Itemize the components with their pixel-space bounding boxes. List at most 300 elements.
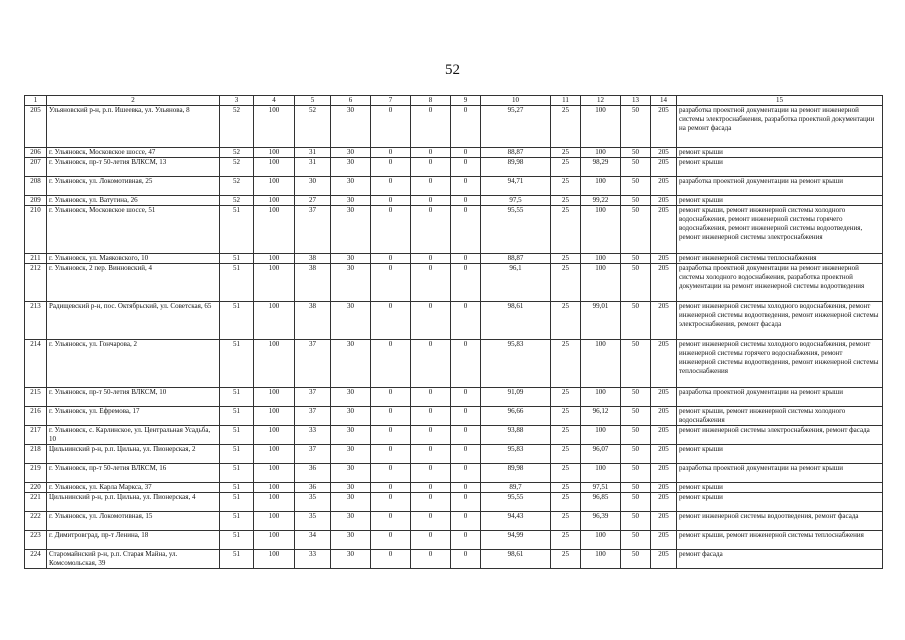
table-cell: 30 xyxy=(331,464,371,483)
table-cell: 0 xyxy=(451,426,481,445)
table-cell: 50 xyxy=(621,550,651,569)
table-cell: 89,98 xyxy=(481,464,551,483)
table-cell: 94,71 xyxy=(481,177,551,196)
table-cell: 205 xyxy=(651,493,677,512)
table-cell: 99,22 xyxy=(581,196,621,206)
table-cell: 52 xyxy=(220,106,254,148)
table-row xyxy=(25,407,883,426)
table-cell: 100 xyxy=(254,445,295,464)
table-cell: 0 xyxy=(371,550,411,569)
table-row xyxy=(25,254,883,264)
table-cell: 100 xyxy=(254,254,295,264)
table-cell: 0 xyxy=(371,464,411,483)
table-cell: 96,39 xyxy=(581,512,621,531)
table-cell: 0 xyxy=(451,550,481,569)
table-cell: 0 xyxy=(411,550,451,569)
table-cell: г. Ульяновск, пр-т 50-летия ВЛКСМ, 10 xyxy=(47,388,220,407)
table-cell: 0 xyxy=(411,206,451,254)
table-cell: 30 xyxy=(331,254,371,264)
table-cell: 30 xyxy=(331,264,371,302)
table-cell: 38 xyxy=(295,302,331,340)
table-row xyxy=(25,483,883,493)
table-cell: 100 xyxy=(254,493,295,512)
table-cell: 0 xyxy=(371,254,411,264)
table-cell: 217 xyxy=(25,426,47,445)
table-cell: 30 xyxy=(331,177,371,196)
table-cell: 0 xyxy=(371,302,411,340)
table-cell: 219 xyxy=(25,464,47,483)
table-cell: ремонт крыши xyxy=(677,483,883,493)
table-cell: 0 xyxy=(451,340,481,388)
table-cell: 36 xyxy=(295,464,331,483)
table-cell: 30 xyxy=(331,388,371,407)
table-cell: 205 xyxy=(651,512,677,531)
table-cell: 25 xyxy=(551,158,581,177)
table-cell: 0 xyxy=(411,158,451,177)
table-cell: 30 xyxy=(295,177,331,196)
table-cell: 205 xyxy=(651,445,677,464)
table-cell: 100 xyxy=(581,464,621,483)
table-row xyxy=(25,531,883,550)
table-cell: г. Ульяновск, 2 пер. Винновский, 4 xyxy=(47,264,220,302)
table-cell: 30 xyxy=(331,493,371,512)
table-cell: 205 xyxy=(651,426,677,445)
table-row xyxy=(25,445,883,464)
table-cell: 0 xyxy=(451,206,481,254)
table-cell: 205 xyxy=(651,302,677,340)
table-cell: 52 xyxy=(220,196,254,206)
table-cell: г. Ульяновск, ул. Локомотивная, 15 xyxy=(47,512,220,531)
header-cell: 15 xyxy=(677,96,883,106)
table-cell: 30 xyxy=(331,445,371,464)
table-cell: г. Ульяновск, с. Карлинское, ул. Центральная Усадьба, 10 xyxy=(47,426,220,445)
table-row xyxy=(25,512,883,531)
table-cell: 220 xyxy=(25,483,47,493)
table-cell: 50 xyxy=(621,464,651,483)
table-cell: ремонт крыши, ремонт инженерной системы теплоснабжения xyxy=(677,531,883,550)
table-cell: 25 xyxy=(551,483,581,493)
table-cell: ремонт инженерной системы водоотведения, ремонт фасада xyxy=(677,512,883,531)
table-cell: 222 xyxy=(25,512,47,531)
table-cell: 50 xyxy=(621,264,651,302)
table-cell: 51 xyxy=(220,531,254,550)
table-cell: 50 xyxy=(621,148,651,158)
table-cell: 50 xyxy=(621,206,651,254)
table-cell: 100 xyxy=(581,550,621,569)
table-cell: 51 xyxy=(220,264,254,302)
table-cell: ремонт фасада xyxy=(677,550,883,569)
table-cell: разработка проектной документации на ремонт крыши xyxy=(677,177,883,196)
table-cell: 50 xyxy=(621,512,651,531)
table-cell: 51 xyxy=(220,206,254,254)
table-cell: 51 xyxy=(220,483,254,493)
table-cell: 212 xyxy=(25,264,47,302)
table-cell: 89,7 xyxy=(481,483,551,493)
table-cell: 96,07 xyxy=(581,445,621,464)
table-cell: 100 xyxy=(254,340,295,388)
table-cell: ремонт крыши, ремонт инженерной системы холодного водоснабжения, ремонт инженерной системы горячего водоснабжения, ремонт инженерной системы водоотведения, ремонт инженерной системы электроснабжения xyxy=(677,206,883,254)
table-cell: ремонт инженерной системы теплоснабжения xyxy=(677,254,883,264)
table-cell: 206 xyxy=(25,148,47,158)
table-cell: 95,83 xyxy=(481,445,551,464)
table-cell: 100 xyxy=(254,388,295,407)
table-row xyxy=(25,264,883,302)
table-cell: Радищевский р-н, пос. Октябрьский, ул. Советская, 65 xyxy=(47,302,220,340)
table-cell: 100 xyxy=(581,148,621,158)
table-cell: 50 xyxy=(621,196,651,206)
table-cell: 0 xyxy=(411,483,451,493)
table-cell: 218 xyxy=(25,445,47,464)
table-cell: 50 xyxy=(621,340,651,388)
table-cell: 99,01 xyxy=(581,302,621,340)
table-cell: 50 xyxy=(621,445,651,464)
table-cell: 0 xyxy=(371,493,411,512)
table-cell: 25 xyxy=(551,550,581,569)
table-cell: г. Ульяновск, ул. Локомотивная, 25 xyxy=(47,177,220,196)
table-cell: 95,55 xyxy=(481,206,551,254)
table-cell: 25 xyxy=(551,388,581,407)
table-cell: 89,98 xyxy=(481,158,551,177)
table-cell: 30 xyxy=(331,196,371,206)
table-row xyxy=(25,464,883,483)
table-cell: 0 xyxy=(451,148,481,158)
table-cell: г. Ульяновск, пр-т 50-летия ВЛКСМ, 13 xyxy=(47,158,220,177)
table-cell: Цильнинский р-н, р.п. Цильна, ул. Пионерская, 4 xyxy=(47,493,220,512)
table-cell: 30 xyxy=(331,512,371,531)
table-cell: 95,55 xyxy=(481,493,551,512)
table-cell: ремонт крыши xyxy=(677,493,883,512)
table-cell: 88,87 xyxy=(481,254,551,264)
table-cell: 50 xyxy=(621,483,651,493)
table-cell: 30 xyxy=(331,206,371,254)
table-cell: 52 xyxy=(220,177,254,196)
header-cell: 3 xyxy=(220,96,254,106)
table-cell: г. Ульяновск, ул. Карла Маркса, 37 xyxy=(47,483,220,493)
table-cell: 33 xyxy=(295,426,331,445)
table-cell: 100 xyxy=(581,206,621,254)
header-cell: 1 xyxy=(25,96,47,106)
table-cell: 0 xyxy=(451,264,481,302)
table-cell: 30 xyxy=(331,407,371,426)
table-cell: 50 xyxy=(621,531,651,550)
table-cell: 50 xyxy=(621,106,651,148)
table-row xyxy=(25,148,883,158)
table-cell: 100 xyxy=(254,177,295,196)
table-cell: г. Димитровград, пр-т Ленина, 18 xyxy=(47,531,220,550)
table-cell: 0 xyxy=(371,512,411,531)
table-cell: 51 xyxy=(220,493,254,512)
table-cell: 100 xyxy=(581,388,621,407)
table-cell: 0 xyxy=(411,177,451,196)
table-cell: 0 xyxy=(411,445,451,464)
table-cell: 0 xyxy=(451,196,481,206)
table-cell: 37 xyxy=(295,388,331,407)
header-cell: 13 xyxy=(621,96,651,106)
header-cell: 12 xyxy=(581,96,621,106)
table-cell: 96,66 xyxy=(481,407,551,426)
table-cell: 31 xyxy=(295,158,331,177)
table-cell: 88,87 xyxy=(481,148,551,158)
table-cell: разработка проектной документации на ремонт крыши xyxy=(677,464,883,483)
table-cell: 100 xyxy=(581,254,621,264)
header-cell: 4 xyxy=(254,96,295,106)
table-cell: 0 xyxy=(411,531,451,550)
table-cell: 100 xyxy=(254,426,295,445)
table-cell: 221 xyxy=(25,493,47,512)
table-cell: 0 xyxy=(411,407,451,426)
table-cell: Цильнинский р-н, р.п. Цильна, ул. Пионерская, 2 xyxy=(47,445,220,464)
table-cell: 100 xyxy=(254,148,295,158)
table-cell: 91,09 xyxy=(481,388,551,407)
table-cell: 36 xyxy=(295,483,331,493)
table-cell: 0 xyxy=(371,445,411,464)
table-cell: 37 xyxy=(295,206,331,254)
table-cell: 205 xyxy=(651,550,677,569)
table-cell: г. Ульяновск, ул. Маяковского, 10 xyxy=(47,254,220,264)
table-cell: 100 xyxy=(581,340,621,388)
table-cell: 37 xyxy=(295,445,331,464)
table-cell: 214 xyxy=(25,340,47,388)
table-cell: ремонт крыши xyxy=(677,445,883,464)
table-cell: 25 xyxy=(551,407,581,426)
table-cell: 205 xyxy=(651,254,677,264)
table-cell: 0 xyxy=(411,388,451,407)
table-cell: ремонт крыши xyxy=(677,196,883,206)
table-cell: 96,85 xyxy=(581,493,621,512)
table-cell: Старомайнский р-н, р.п. Старая Майна, ул. Комсомольская, 39 xyxy=(47,550,220,569)
table-cell: 51 xyxy=(220,407,254,426)
table-cell: 100 xyxy=(254,512,295,531)
table-cell: 211 xyxy=(25,254,47,264)
table-cell: 100 xyxy=(254,196,295,206)
table-cell: 50 xyxy=(621,254,651,264)
table-cell: 30 xyxy=(331,550,371,569)
table-cell: 97,5 xyxy=(481,196,551,206)
table-cell: 25 xyxy=(551,531,581,550)
table-cell: 0 xyxy=(451,483,481,493)
table-cell: 205 xyxy=(651,158,677,177)
table-cell: 223 xyxy=(25,531,47,550)
table-cell: ремонт крыши xyxy=(677,148,883,158)
table-row xyxy=(25,340,883,388)
table-cell: 94,43 xyxy=(481,512,551,531)
table-cell: разработка проектной документации на ремонт инженерной системы холодного водоснабжения, разработка проектной документации на ремонт инженерной системы водоотведения xyxy=(677,264,883,302)
table-cell: 0 xyxy=(411,148,451,158)
table-cell: 0 xyxy=(451,531,481,550)
data-table xyxy=(24,95,883,569)
table-row xyxy=(25,302,883,340)
table-cell: 100 xyxy=(254,550,295,569)
table-cell: 51 xyxy=(220,445,254,464)
table-cell: 0 xyxy=(371,206,411,254)
table-cell: 205 xyxy=(651,407,677,426)
table-cell: г. Ульяновск, пр-т 50-летия ВЛКСМ, 16 xyxy=(47,464,220,483)
table-cell: 0 xyxy=(451,302,481,340)
table-cell: 224 xyxy=(25,550,47,569)
table-cell: г. Ульяновск, Московское шоссе, 51 xyxy=(47,206,220,254)
table-cell: г. Ульяновск, ул. Ватутина, 26 xyxy=(47,196,220,206)
table-cell: 51 xyxy=(220,464,254,483)
table-cell: ремонт инженерной системы холодного водоснабжения, ремонт инженерной системы горячего водоснабжения, ремонт инженерной системы водоотведения, ремонт инженерной системы теплоснабжения xyxy=(677,340,883,388)
table-cell: 25 xyxy=(551,254,581,264)
header-cell: 11 xyxy=(551,96,581,106)
header-cell: 8 xyxy=(411,96,451,106)
table-cell: 0 xyxy=(411,254,451,264)
table-row xyxy=(25,196,883,206)
table-cell: 100 xyxy=(581,531,621,550)
table-cell: 30 xyxy=(331,483,371,493)
table-cell: 205 xyxy=(651,196,677,206)
header-cell: 10 xyxy=(481,96,551,106)
table-cell: 207 xyxy=(25,158,47,177)
table-row xyxy=(25,493,883,512)
table-row xyxy=(25,158,883,177)
table-cell: 100 xyxy=(581,106,621,148)
table-cell: 0 xyxy=(411,196,451,206)
table-cell: 0 xyxy=(371,148,411,158)
table-cell: 50 xyxy=(621,302,651,340)
table-cell: 30 xyxy=(331,106,371,148)
table-cell: 205 xyxy=(25,106,47,148)
table-cell: 205 xyxy=(651,177,677,196)
table-cell: 100 xyxy=(581,264,621,302)
header-cell: 6 xyxy=(331,96,371,106)
table-cell: 51 xyxy=(220,512,254,531)
table-cell: 0 xyxy=(371,340,411,388)
table-cell: 100 xyxy=(581,177,621,196)
table-cell: 51 xyxy=(220,426,254,445)
table-cell: 30 xyxy=(331,302,371,340)
table-cell: 0 xyxy=(371,407,411,426)
table-cell: 205 xyxy=(651,148,677,158)
table-cell: 50 xyxy=(621,388,651,407)
table-cell: г. Ульяновск, Московское шоссе, 47 xyxy=(47,148,220,158)
table-cell: 0 xyxy=(371,426,411,445)
table-cell: 25 xyxy=(551,206,581,254)
table-cell: 205 xyxy=(651,464,677,483)
table-cell: 0 xyxy=(411,426,451,445)
table-cell: 0 xyxy=(371,388,411,407)
table-cell: 51 xyxy=(220,550,254,569)
table-cell: 50 xyxy=(621,407,651,426)
table-cell: 98,61 xyxy=(481,302,551,340)
table-cell: 0 xyxy=(371,264,411,302)
header-cell: 5 xyxy=(295,96,331,106)
table-cell: 0 xyxy=(411,493,451,512)
table-cell: 50 xyxy=(621,177,651,196)
table-cell: 25 xyxy=(551,302,581,340)
table-cell: 97,51 xyxy=(581,483,621,493)
table-cell: 0 xyxy=(371,196,411,206)
table-cell: 100 xyxy=(254,158,295,177)
table-cell: 37 xyxy=(295,407,331,426)
header-cell: 9 xyxy=(451,96,481,106)
table-cell: 0 xyxy=(451,464,481,483)
header-cell: 2 xyxy=(47,96,220,106)
table-cell: 205 xyxy=(651,106,677,148)
table-cell: 51 xyxy=(220,340,254,388)
table-cell: ремонт инженерной системы холодного водоснабжения, ремонт инженерной системы водоотведения, ремонт инженерной системы электроснабжения, ремонт фасада xyxy=(677,302,883,340)
table-cell: 25 xyxy=(551,512,581,531)
table-cell: 25 xyxy=(551,445,581,464)
table-cell: 51 xyxy=(220,302,254,340)
table-cell: 30 xyxy=(331,531,371,550)
table-cell: 33 xyxy=(295,550,331,569)
table-cell: 0 xyxy=(451,512,481,531)
table-cell: 35 xyxy=(295,512,331,531)
table-cell: 93,88 xyxy=(481,426,551,445)
table-cell: г. Ульяновск, ул. Гончарова, 2 xyxy=(47,340,220,388)
table-cell: 0 xyxy=(451,158,481,177)
table-cell: 0 xyxy=(371,531,411,550)
table-cell: 98,29 xyxy=(581,158,621,177)
table-cell: 209 xyxy=(25,196,47,206)
table-cell: разработка проектной документации на ремонт инженерной системы электроснабжения, разработка проектной документации на ремонт фасада xyxy=(677,106,883,148)
table-cell: 0 xyxy=(451,106,481,148)
table-cell: 51 xyxy=(220,254,254,264)
table-cell: 213 xyxy=(25,302,47,340)
table-cell: г. Ульяновск, ул. Ефремова, 17 xyxy=(47,407,220,426)
table-cell: 52 xyxy=(220,158,254,177)
page-number: 52 xyxy=(445,62,460,78)
table-cell: 100 xyxy=(254,483,295,493)
table-cell: 38 xyxy=(295,254,331,264)
table-cell: 50 xyxy=(621,158,651,177)
table-cell: 50 xyxy=(621,493,651,512)
table-cell: ремонт инженерной системы электроснабжения, ремонт фасада xyxy=(677,426,883,445)
table-row xyxy=(25,426,883,445)
table-cell: 100 xyxy=(254,264,295,302)
header-row xyxy=(25,96,883,106)
table-cell: 50 xyxy=(621,426,651,445)
table-cell: 30 xyxy=(331,148,371,158)
table-cell: 100 xyxy=(254,464,295,483)
table-cell: 25 xyxy=(551,426,581,445)
table-cell: 27 xyxy=(295,196,331,206)
table-cell: 52 xyxy=(220,148,254,158)
table-cell: 98,61 xyxy=(481,550,551,569)
table-cell: 30 xyxy=(331,340,371,388)
table-cell: 100 xyxy=(254,407,295,426)
table-cell: 0 xyxy=(411,264,451,302)
table-cell: 25 xyxy=(551,340,581,388)
table-cell: 0 xyxy=(371,158,411,177)
table-cell: 0 xyxy=(451,445,481,464)
table-cell: 30 xyxy=(331,158,371,177)
table-cell: 100 xyxy=(254,106,295,148)
table-cell: 25 xyxy=(551,493,581,512)
table-cell: 0 xyxy=(411,512,451,531)
table-cell: 0 xyxy=(451,493,481,512)
table-cell: 100 xyxy=(254,302,295,340)
table-cell: 0 xyxy=(451,388,481,407)
table-cell: 216 xyxy=(25,407,47,426)
table-cell: 205 xyxy=(651,483,677,493)
table-cell: 205 xyxy=(651,264,677,302)
table-cell: 0 xyxy=(451,407,481,426)
table-cell: разработка проектной документации на ремонт крыши xyxy=(677,388,883,407)
table-cell: 100 xyxy=(254,206,295,254)
table-cell: 31 xyxy=(295,148,331,158)
table-cell: 25 xyxy=(551,464,581,483)
table-cell: 0 xyxy=(411,464,451,483)
table-cell: ремонт крыши, ремонт инженерной системы холодного водоснабжения xyxy=(677,407,883,426)
table-cell: 0 xyxy=(451,177,481,196)
table-cell: 35 xyxy=(295,493,331,512)
table-cell: Ульяновский р-н, р.п. Ишеевка, ул. Ульянова, 8 xyxy=(47,106,220,148)
table-cell: 0 xyxy=(371,483,411,493)
table-cell: 25 xyxy=(551,148,581,158)
